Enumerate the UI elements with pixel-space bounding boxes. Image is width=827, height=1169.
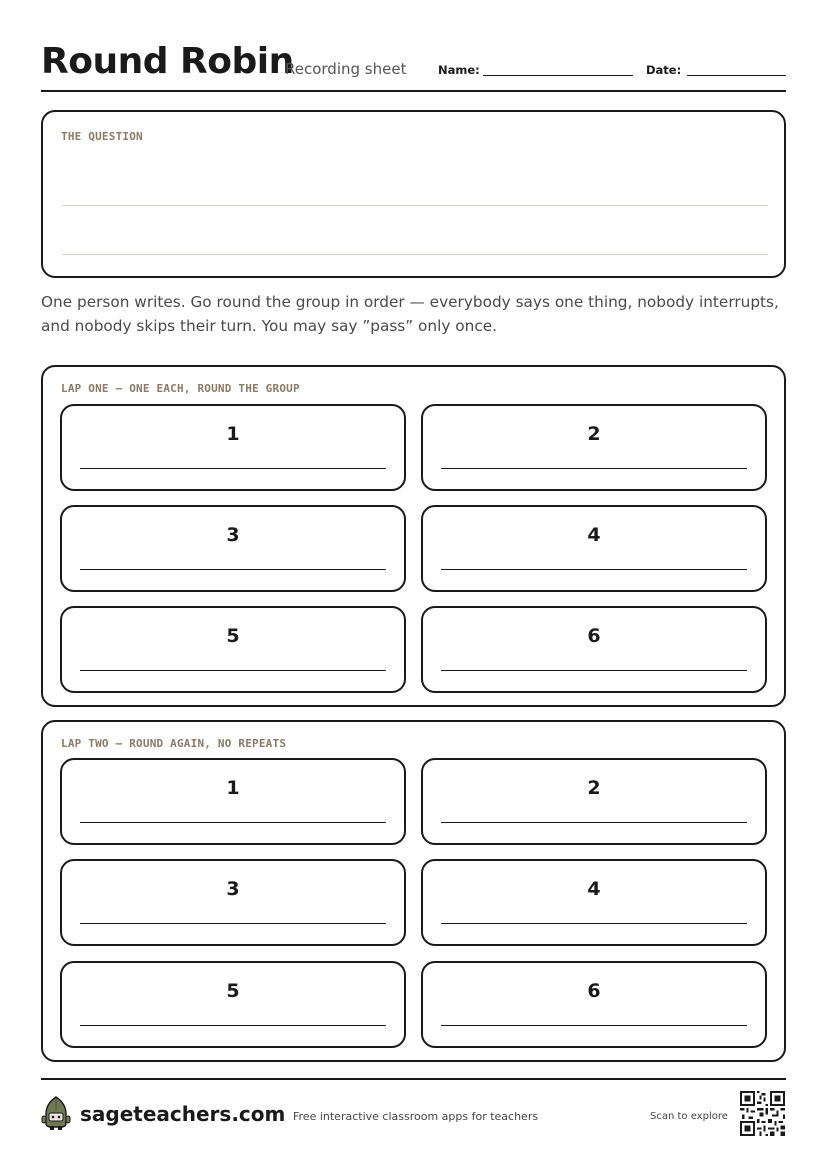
sage-mascot-icon <box>41 1096 71 1130</box>
answer-line[interactable] <box>80 923 386 924</box>
answer-line[interactable] <box>441 468 747 469</box>
brand-name: sageteachers.com <box>80 1102 286 1126</box>
answer-card[interactable] <box>60 606 406 693</box>
page-subtitle: Recording sheet <box>285 60 407 78</box>
turn-number: 5 <box>226 625 240 647</box>
answer-card[interactable] <box>421 961 767 1048</box>
page-header <box>41 40 786 90</box>
answer-card[interactable] <box>421 404 767 491</box>
qr-code-icon <box>740 1091 785 1136</box>
turn-number: 2 <box>587 777 601 799</box>
answer-line[interactable] <box>441 670 747 671</box>
answer-card[interactable] <box>421 859 767 946</box>
answer-card[interactable] <box>421 758 767 845</box>
answer-card[interactable] <box>60 505 406 592</box>
answer-card[interactable] <box>421 606 767 693</box>
question-write-line[interactable] <box>62 254 768 255</box>
lap-two-section <box>41 720 786 1062</box>
question-label: THE QUESTION <box>61 130 143 143</box>
answer-card[interactable] <box>60 404 406 491</box>
answer-line[interactable] <box>80 822 386 823</box>
turn-number: 3 <box>226 878 240 900</box>
date-field[interactable] <box>687 75 786 76</box>
scan-label: Scan to explore <box>650 1111 728 1122</box>
answer-line[interactable] <box>441 822 747 823</box>
instructions-text: One person writes. Go round the group in order — everybody says one thing, nobody interrupts, and nobody skips their turn. You may say ”pass” only once. <box>41 293 779 335</box>
answer-line[interactable] <box>80 468 386 469</box>
answer-line[interactable] <box>80 569 386 570</box>
lap-one-section <box>41 365 786 707</box>
turn-number: 6 <box>587 625 601 647</box>
answer-line[interactable] <box>441 569 747 570</box>
answer-card[interactable] <box>421 505 767 592</box>
name-label: Name: <box>438 63 480 77</box>
date-label: Date: <box>646 63 682 77</box>
turn-number: 1 <box>226 777 240 799</box>
lap-label: LAP ONE — ONE EACH, ROUND THE GROUP <box>61 382 300 395</box>
turn-number: 1 <box>226 423 240 445</box>
answer-line[interactable] <box>80 670 386 671</box>
question-write-line[interactable] <box>62 205 768 206</box>
turn-number: 5 <box>226 980 240 1002</box>
turn-number: 4 <box>587 524 601 546</box>
answer-line[interactable] <box>80 1025 386 1026</box>
answer-line[interactable] <box>441 1025 747 1026</box>
page-title: Round Robin <box>41 41 294 82</box>
turn-number: 3 <box>226 524 240 546</box>
answer-card[interactable] <box>60 758 406 845</box>
brand-tagline: Free interactive classroom apps for teachers <box>293 1110 539 1123</box>
lap-label: LAP TWO — ROUND AGAIN, NO REPEATS <box>61 737 287 750</box>
answer-card[interactable] <box>60 859 406 946</box>
answer-card[interactable] <box>60 961 406 1048</box>
answer-line[interactable] <box>441 923 747 924</box>
footer-divider <box>41 1078 786 1080</box>
turn-number: 6 <box>587 980 601 1002</box>
name-field[interactable] <box>483 75 633 76</box>
header-divider <box>41 90 786 92</box>
question-box <box>41 110 786 278</box>
turn-number: 4 <box>587 878 601 900</box>
turn-number: 2 <box>587 423 601 445</box>
